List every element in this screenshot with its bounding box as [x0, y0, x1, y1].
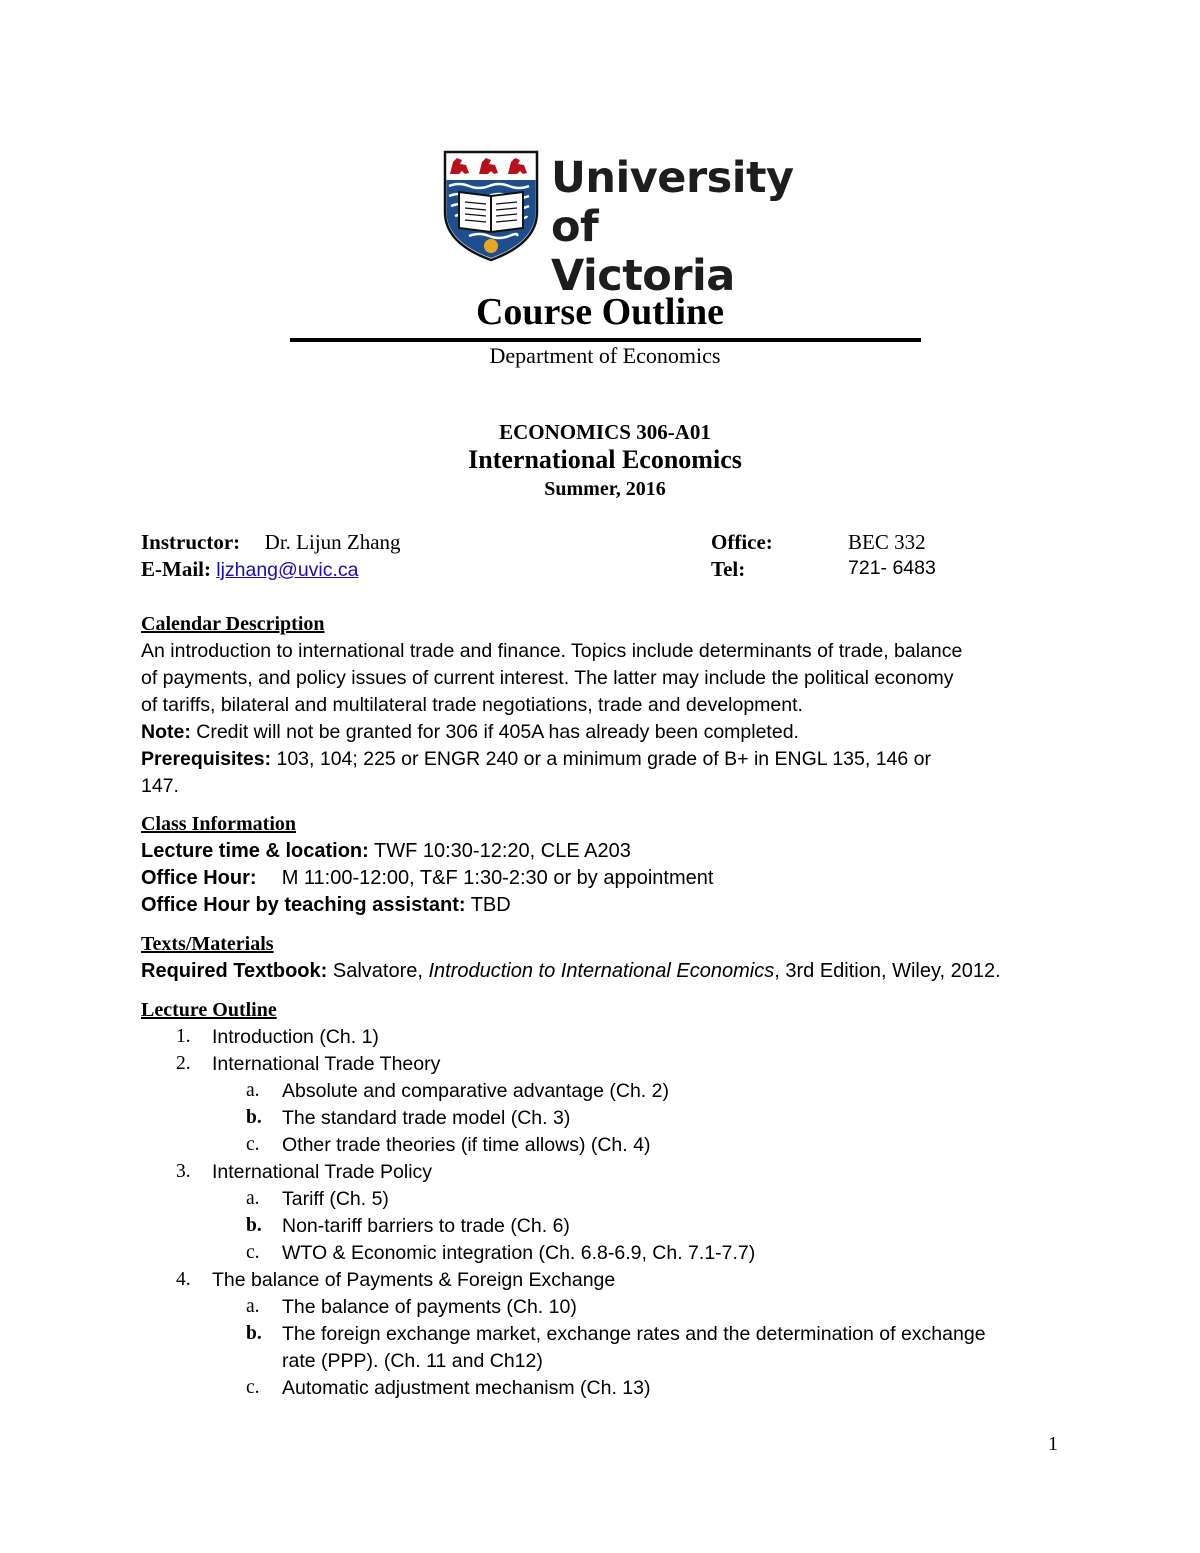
email-link[interactable]: ljzhang@uvic.ca — [216, 559, 359, 581]
uvic-crest-icon — [441, 150, 541, 262]
outline-subitem: a. Absolute and comparative advantage (Ch. 2) — [246, 1080, 669, 1102]
page-number: 1 — [1048, 1433, 1058, 1455]
email-row — [141, 557, 359, 582]
credit-note — [141, 719, 799, 746]
outline-item: 3. International Trade Policy — [176, 1161, 433, 1183]
tel-label: Tel: — [711, 557, 746, 581]
office-hour-row — [141, 867, 713, 890]
lecture-row — [141, 840, 631, 863]
outline-item: 2. International Trade Theory — [176, 1053, 441, 1075]
outline-subitem: c. Other trade theories (if time allows) (Ch. 4) — [246, 1134, 651, 1156]
outline-subitem: b. The standard trade model (Ch. 3) — [246, 1107, 571, 1129]
lecture-value: TWF 10:30-12:20, CLE A203 — [368, 840, 631, 862]
prereq-text: 103, 104; 225 or ENGR 240 or a minimum grade of B+ in ENGL 135, 146 or — [271, 748, 931, 770]
outline-subitem: a. Tariff (Ch. 5) — [246, 1188, 389, 1210]
outline-subitem: b. The foreign exchange market, exchange rates and the determination of exchange — [246, 1323, 986, 1345]
ta-label: Office Hour by teaching assistant: — [141, 894, 466, 916]
course-code: ECONOMICS 306-A01 — [499, 420, 711, 444]
textbook-title: Introduction to International Economics — [428, 960, 775, 982]
outline-subitem: b. Non-tariff barriers to trade (Ch. 6) — [246, 1215, 570, 1237]
textbook-rest: , 3rd Edition, Wiley, 2012. — [774, 960, 1001, 982]
office-hour-label: Office Hour: — [141, 867, 257, 889]
outline-item: 1. Introduction (Ch. 1) — [176, 1026, 379, 1048]
textbook-author: Salvatore, — [327, 960, 429, 982]
instructor-value: Dr. Lijun Zhang — [264, 530, 401, 554]
instructor-row — [141, 530, 401, 555]
title-rule — [290, 338, 921, 342]
course-term: Summer, 2016 — [544, 478, 666, 500]
calendar-line-3: of tariffs, bilateral and multilateral trade negotiations, trade and development. — [141, 694, 803, 716]
office-hour-value: M 11:00-12:00, T&F 1:30-2:30 or by appointment — [281, 867, 714, 889]
class-info-heading: Class Information — [141, 813, 297, 835]
instructor-label: Instructor: — [141, 530, 241, 554]
outline-item: 4. The balance of Payments & Foreign Exchange — [176, 1269, 616, 1291]
logo-wordmark — [551, 154, 794, 301]
office-value: BEC 332 — [848, 530, 926, 554]
calendar-line-1: An introduction to international trade and finance. Topics include determinants of trade, balance — [141, 640, 963, 662]
calendar-line-2: of payments, and policy issues of current interest. The latter may include the political economy — [141, 667, 954, 689]
logo-line1: University — [551, 153, 794, 203]
ta-row — [141, 894, 511, 917]
email-label: E-Mail: — [141, 557, 211, 581]
outline-subitem: c. Automatic adjustment mechanism (Ch. 13) — [246, 1377, 651, 1399]
logo-line2: of Victoria — [551, 202, 735, 301]
tel-value: 721- 6483 — [848, 557, 936, 579]
ta-value: TBD — [465, 894, 511, 916]
prerequisites — [141, 746, 931, 773]
lecture-label: Lecture time & location: — [141, 840, 369, 862]
note-text: Credit will not be granted for 306 if 405A has already been completed. — [190, 721, 799, 743]
calendar-heading: Calendar Description — [141, 613, 325, 635]
department-name: Department of Economics — [489, 343, 721, 368]
outline-subitem: c. WTO & Economic integration (Ch. 6.8-6.9, Ch. 7.1-7.7) — [246, 1242, 756, 1264]
note-label: Note: — [141, 721, 191, 743]
prereq-text-2: 147. — [141, 775, 179, 797]
outline-heading: Lecture Outline — [141, 999, 277, 1021]
textbook-row — [141, 960, 1001, 983]
course-name: International Economics — [468, 445, 742, 474]
office-label: Office: — [711, 530, 773, 554]
outline-subitem: a. The balance of payments (Ch. 10) — [246, 1296, 577, 1318]
page-title: Course Outline — [475, 291, 725, 333]
textbook-label: Required Textbook: — [141, 960, 328, 982]
prereq-label: Prerequisites: — [141, 748, 272, 770]
materials-heading: Texts/Materials — [141, 933, 274, 955]
university-logo — [441, 150, 794, 301]
